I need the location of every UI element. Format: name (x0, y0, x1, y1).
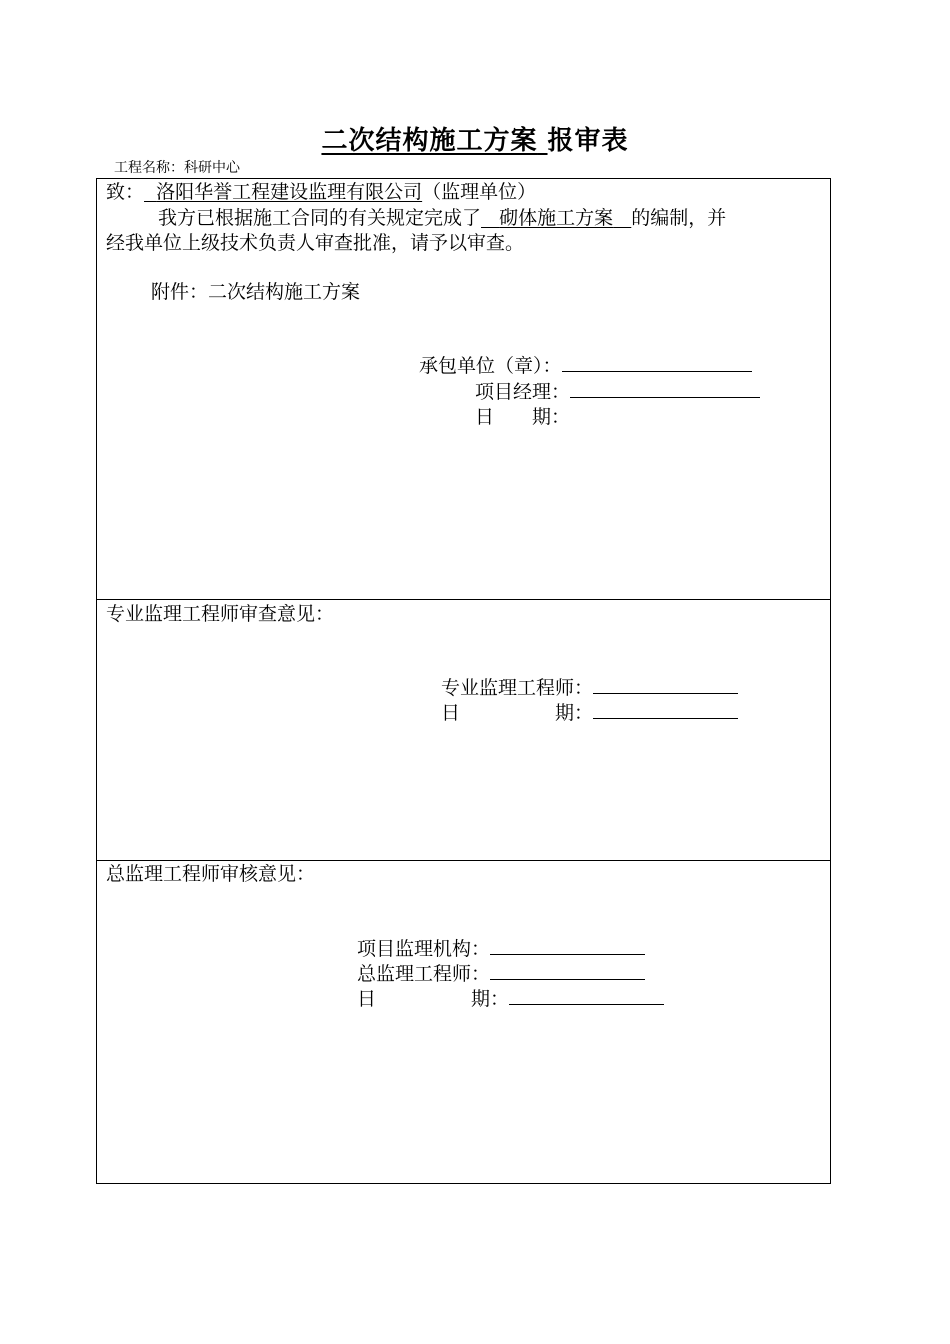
manager-signature-field[interactable] (570, 379, 760, 398)
engineer-label: 专业监理工程师： (441, 677, 594, 699)
form-title-suffix: 报审表 (547, 126, 629, 156)
project-name-line (114, 157, 240, 177)
attachment-line: 附件：二次结构施工方案 (151, 281, 361, 303)
statement-line-2: 经我单位上级技术负责人审查批准，请予以审查。 (106, 232, 525, 254)
chief-label: 总监理工程师： (357, 963, 491, 985)
form-title (0, 120, 950, 157)
supervision-unit-name: 洛阳华誉工程建设监理有限公司 (156, 181, 423, 203)
chief-date-line (357, 986, 664, 1012)
statement-line-1: 我方已根据施工合同的有关规定完成了 砌体施工方案 的编制，并 (158, 207, 727, 229)
engineer-review-section (97, 600, 830, 861)
engineer-signature-field[interactable] (593, 675, 738, 694)
date-line-1 (475, 404, 570, 430)
recipient-line (106, 179, 536, 205)
org-label: 项目监理机构： (357, 938, 491, 960)
date-label: 日 期： (475, 406, 571, 428)
org-line (357, 936, 645, 962)
contractor-label: 承包单位（章）： (419, 355, 562, 377)
manager-line (475, 379, 760, 405)
project-label: 工程名称： (114, 160, 184, 176)
engineer-date-field[interactable] (593, 700, 738, 719)
chief-date-field[interactable] (509, 986, 664, 1005)
contractor-signature-field[interactable] (562, 353, 752, 372)
form-title-main: 二次结构施工方案 (321, 126, 538, 156)
chief-date-label: 日 期： (357, 988, 510, 1010)
chief-review-section (97, 861, 830, 1183)
manager-label: 项目经理： (475, 381, 571, 403)
chief-signature-field[interactable] (490, 961, 645, 980)
engineer-review-heading: 专业监理工程师审查意见： (106, 603, 335, 625)
engineer-sign-line (441, 675, 738, 701)
submission-section (97, 179, 830, 600)
supervision-unit-suffix: （监理单位） (422, 181, 537, 203)
chief-review-heading: 总监理工程师审核意见： (106, 863, 316, 885)
project-name: 科研中心 (184, 160, 240, 176)
to-label: 致： (106, 181, 145, 203)
contractor-seal-line (419, 353, 752, 379)
plan-name: 砌体施工方案 (499, 207, 614, 229)
review-form-table (96, 178, 831, 1184)
engineer-date-label: 日 期： (441, 702, 594, 724)
org-signature-field[interactable] (490, 936, 645, 955)
chief-sign-line (357, 961, 645, 987)
engineer-date-line (441, 700, 738, 726)
